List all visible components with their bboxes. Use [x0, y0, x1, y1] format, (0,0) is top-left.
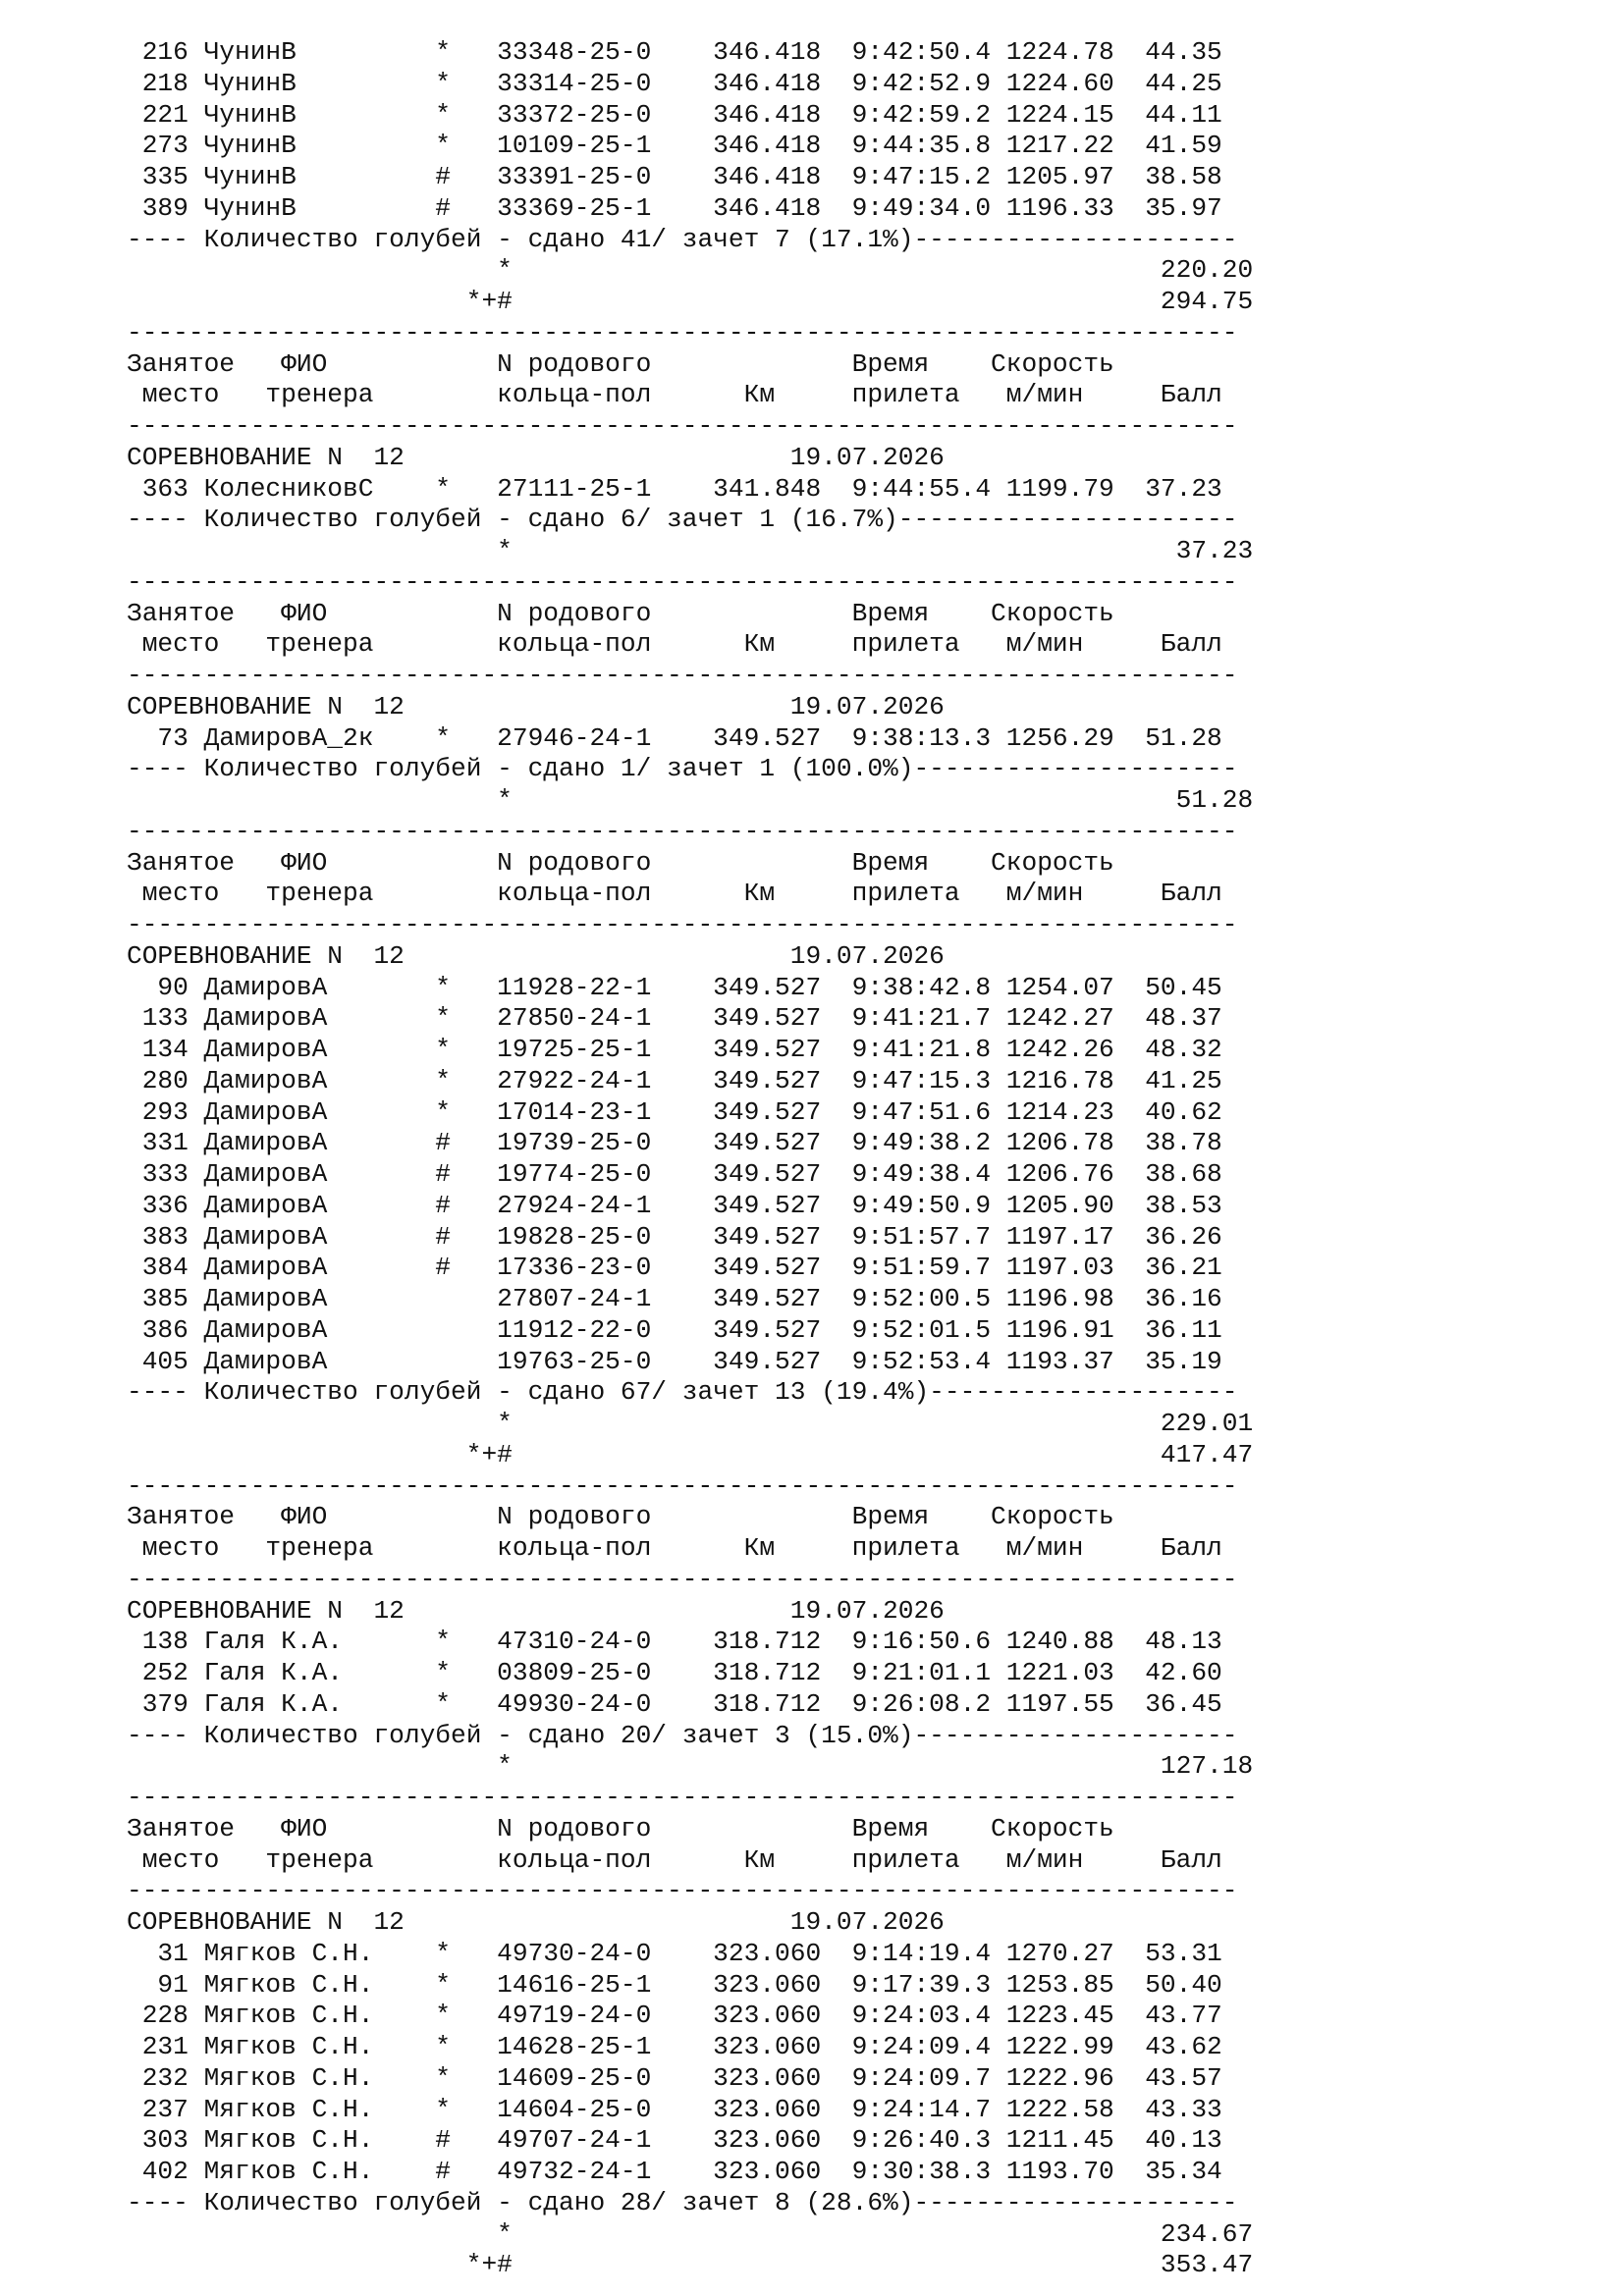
report-line: 385 ДамировА 27807-24-1 349.527 9:52:00.5 1196.98 36.16 [127, 1284, 1222, 1313]
report-line: * 229.01 [127, 1409, 1254, 1438]
report-line: ------------------------------------------------------------------------ [127, 1470, 1238, 1501]
report-line: 228 Мягков С.Н. * 49719-24-0 323.060 9:24:03.4 1223.45 43.77 [127, 2001, 1222, 2031]
report-line: 386 ДамировА 11912-22-0 349.527 9:52:01.5 1196.91 36.11 [127, 1314, 1222, 1345]
results-printout [127, 37, 1501, 2281]
report-line: 402 Мягков С.Н. # 49732-24-1 323.060 9:30:38.3 1193.70 35.34 [127, 2157, 1222, 2186]
report-line: 331 ДамировА # 19739-25-0 349.527 9:49:38.2 1206.78 38.78 [127, 1128, 1222, 1158]
report-line: * 234.67 [127, 2218, 1254, 2249]
report-line: Занятое ФИО N родового Время Скорость [127, 1502, 1114, 1532]
report-line: 91 Мягков С.Н. * 14616-25-1 323.060 9:17:39.3 1253.85 50.40 [127, 1969, 1222, 2000]
report-line: ------------------------------------------------------------------------ [127, 566, 1238, 597]
report-line: место тренера кольца-пол Км прилета м/мин Балл [127, 380, 1222, 410]
report-line: место тренера кольца-пол Км прилета м/мин Балл [127, 1533, 1222, 1563]
report-line: Занятое ФИО N родового Время Скорость [127, 847, 1114, 878]
report-line: Занятое ФИО N родового Время Скорость [127, 1813, 1114, 1843]
report-line: ------------------------------------------------------------------------ [127, 661, 1238, 690]
report-line: 73 ДамировА_2к * 27946-24-1 349.527 9:38:13.3 1256.29 51.28 [127, 722, 1222, 753]
report-line: 384 ДамировА # 17336-23-0 349.527 9:51:59.7 1197.03 36.21 [127, 1253, 1222, 1283]
report-line: СОРЕВНОВАНИЕ N 12 19.07.2026 [127, 691, 945, 721]
report-line: ------------------------------------------------------------------------ [127, 411, 1238, 441]
report-line: ------------------------------------------------------------------------ [127, 910, 1238, 939]
report-line: 216 ЧунинВ * 33348-25-0 346.418 9:42:50.4 1224.78 44.35 [127, 37, 1222, 67]
report-line: 138 Галя К.А. * 47310-24-0 318.712 9:16:50.6 1240.88 48.13 [127, 1627, 1222, 1657]
report-line: ------------------------------------------------------------------------ [127, 317, 1238, 347]
report-line: 335 ЧунинВ # 33391-25-0 346.418 9:47:15.2 1205.97 38.58 [127, 162, 1222, 191]
report-line: ---- Количество голубей - сдано 28/ зачет 8 (28.6%)--------------------- [127, 2187, 1238, 2217]
report-line: 221 ЧунинВ * 33372-25-0 346.418 9:42:59.2 1224.15 44.11 [127, 99, 1222, 130]
report-line: СОРЕВНОВАНИЕ N 12 19.07.2026 [127, 940, 945, 971]
report-line: СОРЕВНОВАНИЕ N 12 19.07.2026 [127, 1595, 945, 1626]
report-line: ---- Количество голубей - сдано 41/ зачет 7 (17.1%)--------------------- [127, 224, 1238, 254]
report-line: * 37.23 [127, 536, 1254, 565]
report-line: 363 КолесниковС * 27111-25-1 341.848 9:44:55.4 1199.79 37.23 [127, 473, 1222, 504]
report-line: ------------------------------------------------------------------------ [127, 1876, 1238, 1906]
report-line: *+# 294.75 [127, 287, 1254, 316]
report-line: ---- Количество голубей - сдано 67/ зачет 13 (19.4%)-------------------- [127, 1377, 1238, 1408]
report-line: 293 ДамировА * 17014-23-1 349.527 9:47:51.6 1214.23 40.62 [127, 1096, 1222, 1127]
report-line: *+# 353.47 [127, 2250, 1254, 2280]
report-line: СОРЕВНОВАНИЕ N 12 19.07.2026 [127, 1907, 945, 1937]
report-line: 405 ДамировА 19763-25-0 349.527 9:52:53.4 1193.37 35.19 [127, 1346, 1222, 1376]
report-line: ---- Количество голубей - сдано 1/ зачет 1 (100.0%)--------------------- [127, 754, 1238, 784]
report-line: 280 ДамировА * 27922-24-1 349.527 9:47:15.3 1216.78 41.25 [127, 1065, 1222, 1095]
report-line: 333 ДамировА # 19774-25-0 349.527 9:49:38.4 1206.76 38.68 [127, 1159, 1222, 1189]
report-line: Занятое ФИО N родового Время Скорость [127, 348, 1114, 379]
report-line: 273 ЧунинВ * 10109-25-1 346.418 9:44:35.8 1217.22 41.59 [127, 131, 1222, 161]
report-line: место тренера кольца-пол Км прилета м/мин Балл [127, 879, 1222, 909]
report-line: ------------------------------------------------------------------------ [127, 816, 1238, 846]
report-line: * 127.18 [127, 1751, 1254, 1782]
report-line: 252 Галя К.А. * 03809-25-0 318.712 9:21:01.1 1221.03 42.60 [127, 1658, 1222, 1687]
report-line: 231 Мягков С.Н. * 14628-25-1 323.060 9:24:09.4 1222.99 43.62 [127, 2032, 1222, 2061]
report-line: СОРЕВНОВАНИЕ N 12 19.07.2026 [127, 442, 945, 472]
report-line: Занятое ФИО N родового Время Скорость [127, 598, 1114, 628]
report-line: 134 ДамировА * 19725-25-1 349.527 9:41:21.8 1242.26 48.32 [127, 1035, 1222, 1064]
report-line: 336 ДамировА # 27924-24-1 349.527 9:49:50.9 1205.90 38.53 [127, 1190, 1222, 1220]
report-line: * 220.20 [127, 255, 1254, 286]
report-line: ------------------------------------------------------------------------ [127, 1564, 1238, 1594]
report-line: 232 Мягков С.Н. * 14609-25-0 323.060 9:24:09.7 1222.96 43.57 [127, 2062, 1222, 2093]
report-line: ------------------------------------------------------------------------ [127, 1783, 1238, 1812]
report-line: 379 Галя К.А. * 49930-24-0 318.712 9:26:08.2 1197.55 36.45 [127, 1688, 1222, 1719]
report-line: 133 ДамировА * 27850-24-1 349.527 9:41:21.7 1242.27 48.37 [127, 1003, 1222, 1034]
report-line: ---- Количество голубей - сдано 6/ зачет 1 (16.7%)---------------------- [127, 505, 1238, 535]
report-line: 237 Мягков С.Н. * 14604-25-0 323.060 9:24:14.7 1222.58 43.33 [127, 2094, 1222, 2124]
report-line: ---- Количество голубей - сдано 20/ зачет 3 (15.0%)--------------------- [127, 1720, 1238, 1750]
report-line: 90 ДамировА * 11928-22-1 349.527 9:38:42.8 1254.07 50.45 [127, 972, 1222, 1002]
report-line: 383 ДамировА # 19828-25-0 349.527 9:51:57.7 1197.17 36.26 [127, 1221, 1222, 1252]
report-line: 389 ЧунинВ # 33369-25-1 346.418 9:49:34.0 1196.33 35.97 [127, 192, 1222, 223]
report-line: место тренера кольца-пол Км прилета м/мин Балл [127, 629, 1222, 660]
report-line: 218 ЧунинВ * 33314-25-0 346.418 9:42:52.9 1224.60 44.25 [127, 68, 1222, 98]
report-line: *+# 417.47 [127, 1439, 1254, 1469]
report-line: место тренера кольца-пол Км прилета м/мин Балл [127, 1844, 1222, 1875]
report-line: 303 Мягков С.Н. # 49707-24-1 323.060 9:26:40.3 1211.45 40.13 [127, 2125, 1222, 2156]
report-line: * 51.28 [127, 785, 1254, 815]
report-line: 31 Мягков С.Н. * 49730-24-0 323.060 9:14:19.4 1270.27 53.31 [127, 1938, 1222, 1968]
